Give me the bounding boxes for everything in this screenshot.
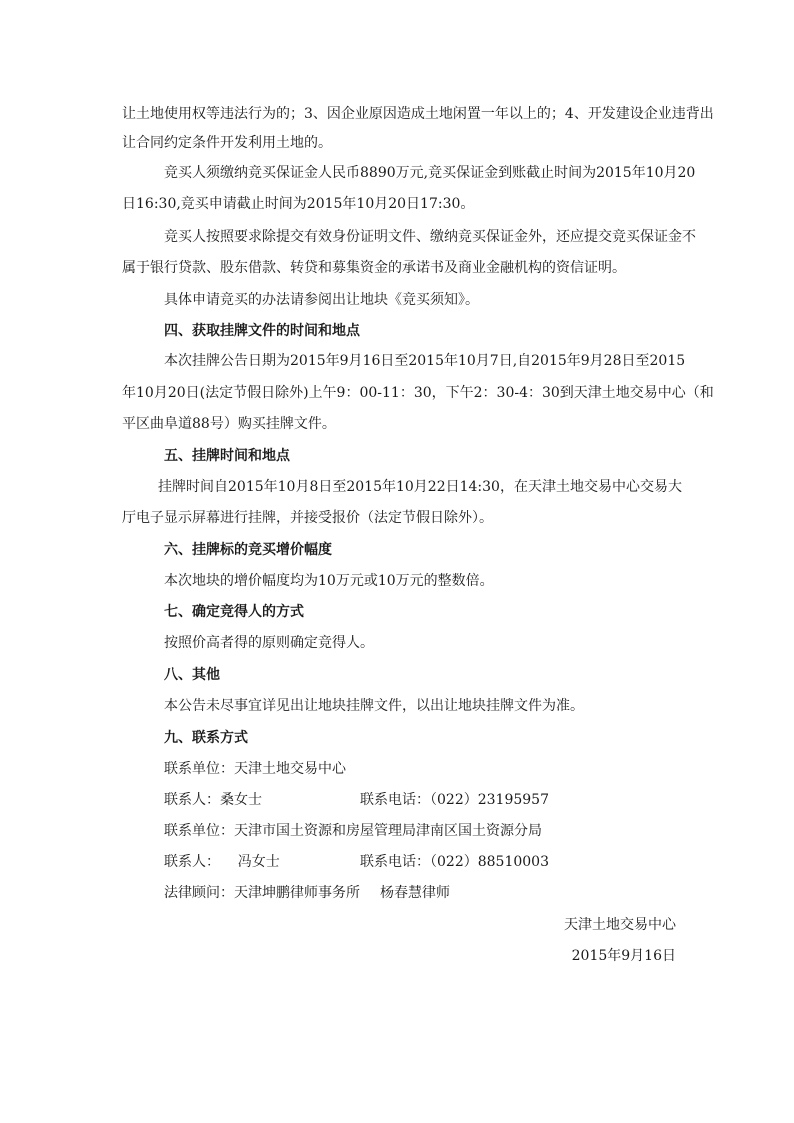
paragraph-line: 让土地使用权等违法行为的；3、因企业原因造成土地闲置一年以上的；4、开发建设企业违背出: [122, 106, 714, 122]
contact-phone: 联系电话：（022）88510003: [360, 854, 549, 870]
section-heading: 八、其他: [164, 667, 220, 683]
contact-phone: 联系电话：（022）23195957: [360, 792, 549, 808]
paragraph-line: 平区曲阜道88号）购买挂牌文件。: [122, 416, 336, 432]
paragraph-line: 竞买人须缴纳竞买保证金人民币8890万元,竞买保证金到账截止时间为2015年10月20: [164, 165, 696, 181]
paragraph-line: 厅电子显示屏幕进行挂牌，并接受报价（法定节假日除外）。: [122, 510, 493, 526]
contact-unit: 联系单位：天津土地交易中心: [164, 761, 346, 777]
paragraph-line: 日16:30,竞买申请截止时间为2015年10月20日17:30。: [122, 196, 475, 212]
lawyer-name: 杨春慧律师: [380, 885, 450, 901]
paragraph-line: 本次地块的增价幅度均为10万元或10万元的整数倍。: [164, 573, 494, 589]
paragraph-line: 具体申请竞买的办法请参阅出让地块《竞买须知》。: [164, 292, 479, 308]
contact-person: 联系人： 冯女士: [164, 854, 280, 870]
section-heading: 九、联系方式: [164, 730, 248, 746]
contact-person: 联系人：桑女士: [164, 792, 262, 808]
paragraph-line: 本次挂牌公告日期为2015年9月16日至2015年10月7日,自2015年9月28日至2015: [164, 353, 686, 369]
contact-unit: 联系单位：天津市国土资源和房屋管理局津南区国土资源分局: [164, 823, 542, 839]
paragraph-line: 让合同约定条件开发利用土地的。: [122, 135, 332, 151]
signature-organization: 天津土地交易中心: [564, 917, 676, 933]
section-heading: 七、确定竞得人的方式: [164, 604, 304, 620]
section-heading: 四、获取挂牌文件的时间和地点: [164, 323, 360, 339]
paragraph-line: 挂牌时间自2015年10月8日至2015年10月22日14:30，在天津土地交易中心交易大: [158, 479, 682, 495]
paragraph-line: 年10月20日(法定节假日除外)上午9：00-11：30，下午2：30-4：30到天津土地交易中心（和: [122, 385, 714, 401]
paragraph-line: 属于银行贷款、股东借款、转贷和募集资金的承诺书及商业金融机构的资信证明。: [122, 260, 626, 276]
section-heading: 五、挂牌时间和地点: [164, 448, 290, 464]
signature-date: 2015年9月16日: [571, 948, 676, 964]
legal-counsel: 法律顾问：天津坤鹏律师事务所: [164, 885, 360, 901]
section-heading: 六、挂牌标的竞买增价幅度: [164, 542, 332, 558]
paragraph-line: 本公告未尽事宜详见出让地块挂牌文件，以出让地块挂牌文件为准。: [164, 698, 584, 714]
paragraph-line: 按照价高者得的原则确定竞得人。: [164, 635, 374, 651]
paragraph-line: 竞买人按照要求除提交有效身份证明文件、缴纳竞买保证金外，还应提交竞买保证金不: [164, 229, 696, 245]
